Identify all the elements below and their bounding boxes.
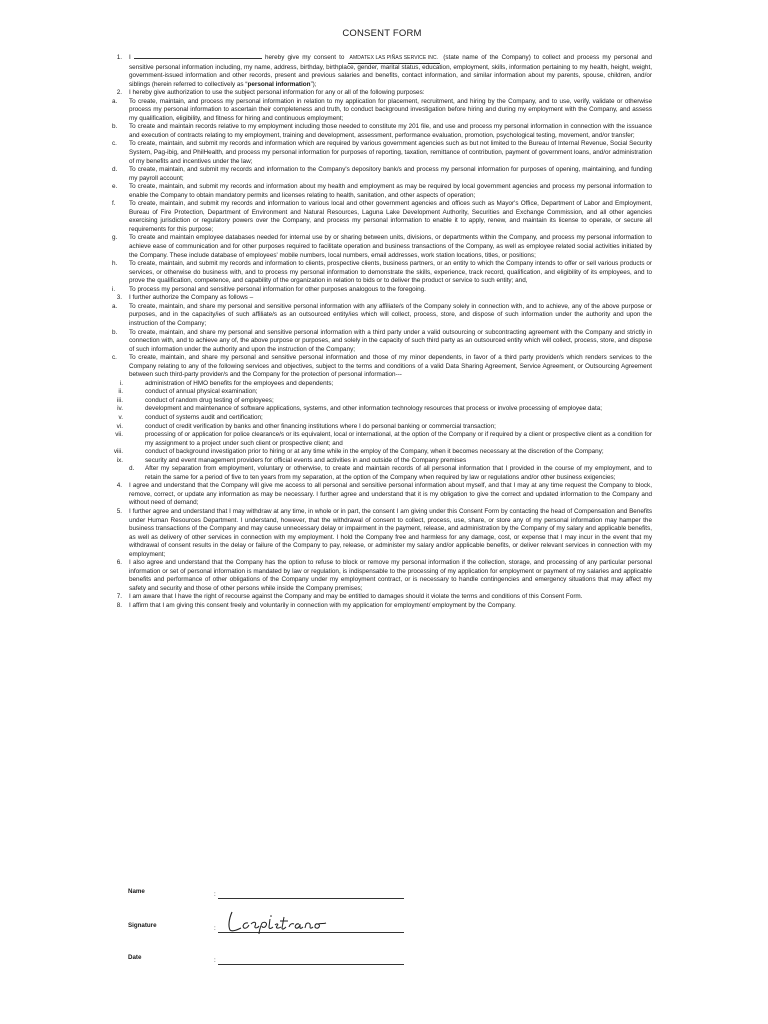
date-colon: :	[214, 957, 216, 964]
service-item-i: i. administration of HMO benefits for the employees and dependents;	[119, 379, 334, 387]
service-item-viii: viii. conduct of background investigation prior to hiring or at any time while in the employ of the Company, when it becomes necessary at the discretion of the Company;	[113, 448, 604, 456]
clause-3b: b. To create, maintain, and share my personal and sensitive personal information with a third party under a valid outsourcing or subcontracting agreement with the Company and strictly in connection with, and to achieve any of, the above purpose or purposes, and solely in the capacity of such third party as an outsourced entity which will collect, process, store, and dispose of such information under the authority and upon the instruction of the Company;	[112, 328, 652, 353]
page-title: CONSENT FORM	[342, 28, 422, 39]
consent-clauses	[112, 54, 652, 611]
clause-7: 7. I am aware that I have the right of recourse against the Company and may be entitled to damages should it violate the terms and conditions of this Consent Form.	[116, 593, 583, 601]
clause-2g: g. To create and maintain employee databases needed for internal use by or sharing between units, divisions, or departments within the Company, and process my personal information to achieve ease of communication and for other purposes required to facilitate operation and business transactions of the Company, as well as employee related social activities initiated by the Company. These include database of employees' mobile numbers, local numbers, email addresses, work station locations, titles, or positions;	[112, 234, 652, 259]
clause-3: 3. I further authorize the Company as follows –	[112, 294, 652, 303]
name-field[interactable]	[218, 898, 404, 899]
company-name-field: AMDATEX LAS PIÑAS SERVICE INC.	[348, 54, 441, 64]
clause-2: 2. I hereby give authorization to use the subject personal information for any or all of the following purposes:	[112, 89, 652, 98]
date-label: Date	[128, 954, 142, 961]
clause-number: 1.	[116, 54, 122, 61]
clause-6: 6. I also agree and understand that the Company has the option to refuse to block or remove my personal information if the collection, storage, and processing of any particular personal information or set of personal information is mandated by law or regulation, is indispensable to the processing of my application for employment or payment of my salaries and applicable benefits and performance of other obligations of the Company under my employment contract, or is necessary to handle contingencies and emergency situations that may affect my safety and security and those of other persons while inside the Company premises;	[116, 559, 652, 592]
date-row	[128, 954, 428, 968]
clause-number: 2.	[116, 89, 122, 97]
handwritten-signature	[226, 908, 336, 934]
signature-colon: :	[214, 925, 216, 932]
clause-8: 8. I affirm that I am giving this consent freely and voluntarily in connection with my application for employment/ employment by the Company.	[116, 602, 516, 609]
clause-4: 4. I agree and understand that the Company will give me access to all personal and sensitive personal information about myself, and that I may at any time request the Company to block, remove, correct, or update any information as may be necessary. I further agree and understand that it is my obligation to give the correct and updated information to the Company and without need of demand;	[116, 482, 652, 507]
service-item-vi: vi. conduct of credit verification by banks and other financing institutions where I do personal banking or commercial transaction;	[116, 422, 496, 430]
clause-3a: a. To create, maintain, and share my personal and sensitive personal information with any affiliate/s of the Company solely in connection with, and to achieve, any of the above purpose or purposes, and in the capacity/ies of such affiliate/s as an outsourced entity/ies which will collect, process, store, and dispose of such information under the authority and upon the instruction of the Company;	[112, 302, 652, 327]
clause-2h: h. To create, maintain, and submit my records and information to clients, prospective clients, business partners, or an entity to which the Company intends to offer or sell various products or services, or otherwise do business with, and to process my personal information to demonstrate the skills, experience, track record, qualification, and eligibility of its employees, and to prove the qualification, competence, and capability of the organization in relation to bids or to deliver the product or service to such entity; and,	[112, 260, 652, 285]
name-colon: :	[214, 891, 216, 898]
clause-2i: i. To process my personal and sensitive personal information for other purposes analogous to the foregoing.	[112, 285, 426, 293]
clause-2f: f. To create, maintain, and submit my records and information to various local and other government agencies and offices such as Mayor's Office, Department of Labor and Employment, Bureau of Fire Protection, Department of Environment and Natural Resources, Laguna Lake Development Authority, Securities and Exchange Commission, and all other agencies exercising jurisdiction or regulatory powers over the Company, and process my personal information to enable it to apply, renew, and maintain its license to operate, or secure all requirements for this purpose;	[112, 200, 652, 233]
clause-5: 5. I further agree and understand that I may withdraw at any time, in whole or in part, the consent I am giving under this Consent Form by contacting the head of Compensation and Benefits under Human Resources Department. I understand, however, that the withdrawal of consent to collect, process, use, share, or store any of my personal information may hamper the business transactions of the Company and may cause unnecessary delay or impairment in the payment, release, and administration by the Company of my salary and applicable benefits, as well as delivery of other services in connection with my employment. I hold the Company free and harmless for any damage, cost, or expense that I may incur in the event that my withdrawal of consent results in the delay or failure of the Company to pay, release, or administer my salary and/or applicable benefits, or deliver relevant services in connection with my employment;	[116, 507, 652, 558]
name-label: Name	[128, 888, 145, 895]
service-item-vii: vii. processing of or application for police clearance/s or its equivalent, local or international, at the option of the Company or if required by a client or prospective client as a condition for my assignment to a project under such client or prospective client; and	[115, 431, 652, 447]
name-row	[128, 888, 428, 902]
clause-2c: c. To create, maintain, and submit my records and information which are required by various government agencies such as but not limited to the Bureau of Internal Revenue, Social Security System, Pag-ibig, and PhilHealth, and process my personal information for purposes of reporting, taxation, remittance of contribution, payment of government loans, and/or administration of my benefits and incentives under the law;	[112, 140, 652, 165]
service-item-ix: ix. security and event management providers for official events and activities in and outside of the Company premises	[116, 456, 467, 464]
applicant-name-blank[interactable]	[134, 58, 262, 59]
clause-2a: a. To create, maintain, and process my personal information in relation to my application for placement, recruitment, and hiring by the Company, and to use, verify, validate or otherwise process my personal information to ascertain their completeness and truth, to conduct background investigation before hiring and during my employment with the Company, and assess my qualification, eligibility, and fitness for hiring and continuous employment;	[112, 97, 652, 122]
clause-2e: e. To create, maintain, and submit my records and information about my health and employment as may be required by local government agencies and process my personal information to enable the Company to obtain mandatory permits and licenses relating to health, sanitation, and other aspects of operation;	[112, 183, 652, 199]
clause-3c: c. To create, maintain, and share my personal and sensitive personal information and those of my minor dependents, in favor of a third party provider/s which renders services to the Company relating to any of the following services and objectives, subject to the terms and conditions of a valid Data Sharing Agreement, Service Agreement, or Outsourcing Agreement between such third-party provider/s and the Company for the protection of personal information---	[112, 354, 652, 379]
date-field[interactable]	[218, 964, 404, 965]
signature-row	[128, 922, 428, 936]
clause-1: 1. I hereby give my consent to AMDATEX LAS PIÑAS SERVICE INC. (state name of the Company) to collect and process my personal and sensitive personal information including, my name, address, birthday, birthplace, gender, marital status, education, employment, skills, information pertaining to my health, height, weight, government-issued information and other records, present and previous salaries and benefits, contact information, and similar information about my parents, spouse, children, and/or siblings (herein referred to collectively as “personal information”);	[112, 54, 652, 89]
service-item-v: v. conduct of systems audit and certification;	[118, 413, 263, 421]
clause-2b: b. To create and maintain records relative to my employment including those needed to constitute my 201 file, and use and process my personal information in connection with the issuance and execution of contracts relating to my employment, training and development, assessment, performance evaluation, promotion, psychological testing, movement, and/or transfer;	[112, 123, 652, 139]
service-item-ii: ii. conduct of annual physical examination;	[118, 388, 258, 396]
clause-2d: d. To create, maintain, and submit my records and information to the Company's depository bank/s and process my personal information for purposes of opening, maintaining, and funding my payroll account;	[112, 166, 652, 182]
service-item-iv: iv. development and maintenance of software applications, systems, and other information technology resources that process or involve processing of employee data;	[117, 405, 603, 413]
clause-number: 3.	[116, 294, 122, 302]
service-item-iii: iii. conduct of random drug testing of employees;	[117, 396, 274, 404]
signature-label: Signature	[128, 922, 157, 929]
clause-3d: d. After my separation from employment, voluntary or otherwise, to create and maintain records of all personal information that I provided in the course of my employment, and to retain the same for a period of five to ten years from my separation, at the option of the Company when required by law or regulations and/or other business exigencies;	[129, 465, 652, 481]
